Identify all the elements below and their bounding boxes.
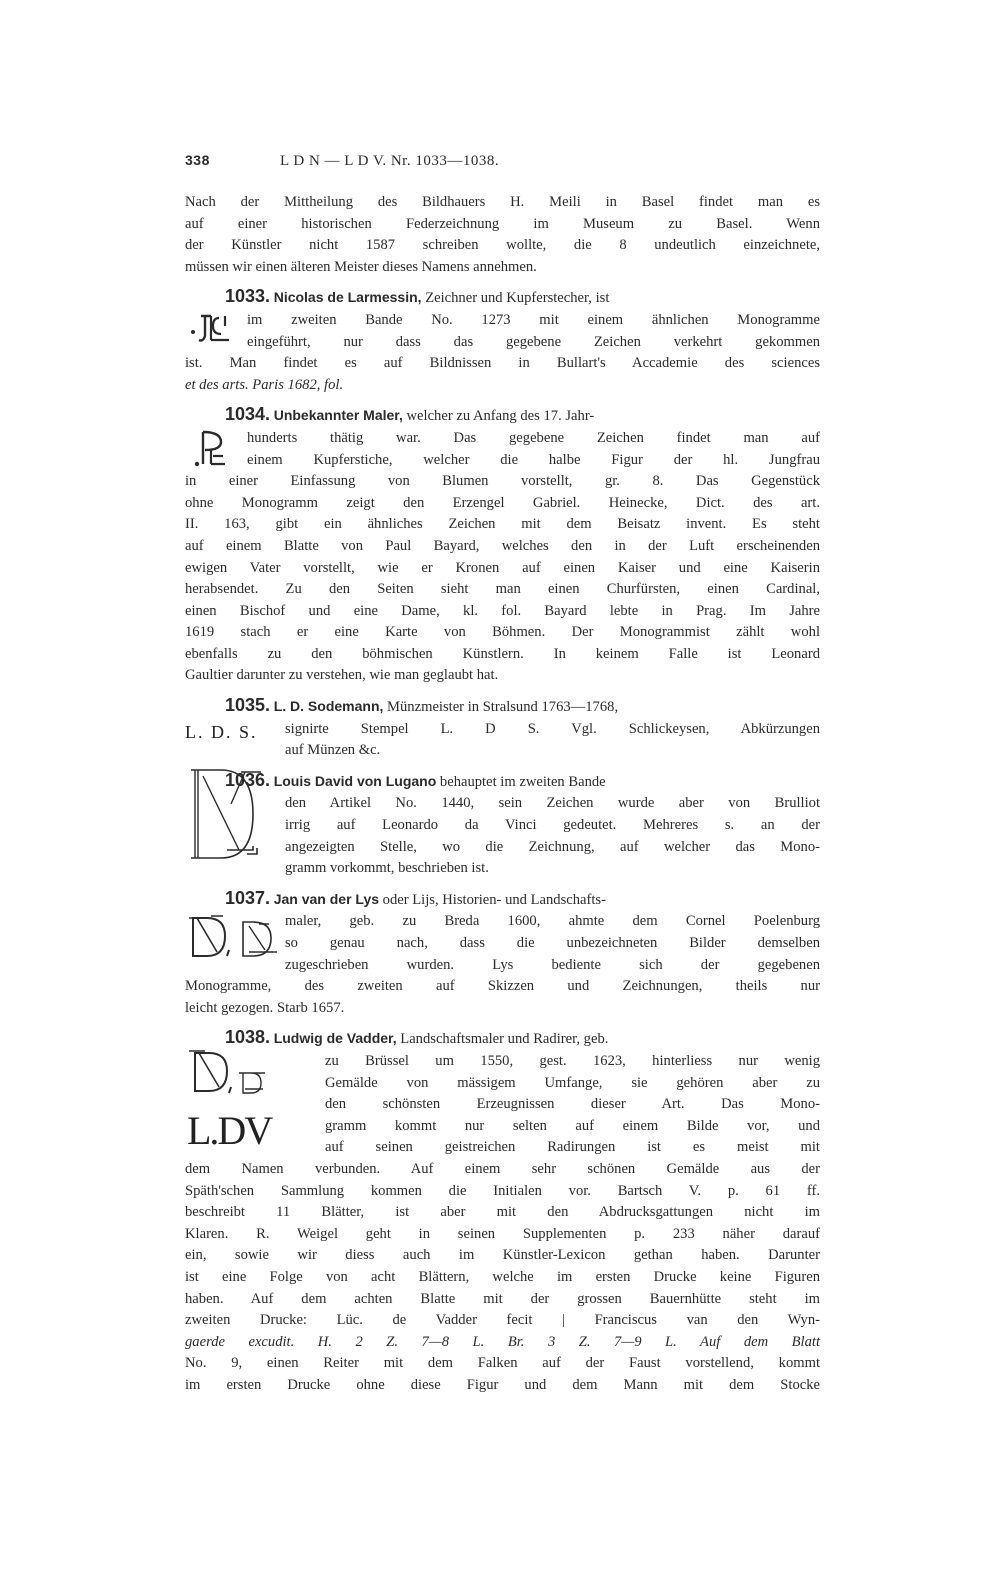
text-line: auf einer historischen Federzeichnung im Museum zu Basel. Wenn [185,215,820,232]
monogram-1033 [189,310,241,344]
text-line: so genau nach, dass die unbezeichneten Bilder demselben [285,935,820,951]
text-line: auf Münzen &c. [285,742,381,759]
text-line: Monogramme, des zweiten auf Skizzen und Zeichnungen, theils nur [185,978,820,995]
monogram-ldv-text: L.DV [187,1108,272,1154]
text-line: gaerde excudit. H. 2 Z. 7—8 L. Br. 3 Z. 7—9 L. Auf dem Blatt [185,1333,820,1350]
entry-1035 [185,695,820,762]
page-body [185,192,820,1404]
entry-heading [225,770,820,794]
entry-1036 [185,770,820,880]
text-line: auf seinen geistreichen Radirungen ist es meist mit [325,1139,820,1156]
entry-number: 1035. [225,695,271,716]
text-line: Nach der Mittheilung des Bildhauers H. Meili in Basel findet man es [185,194,820,210]
entry-heading [225,404,820,428]
text-line: gramm vorkommt, beschrieben ist. [285,860,489,877]
text-line: leicht gezogen. Starb 1657. [185,999,345,1016]
text-line: einem Kupferstiche, welcher die halbe Figur der hl. Jungfrau [247,451,820,468]
monogram-1036 [187,764,273,864]
intro-paragraph [185,192,820,278]
artist-name: L. D. Sodemann, [273,698,384,715]
text-line: den Artikel No. 1440, sein Zeichen wurde aber von Brulliot [285,795,820,812]
entry-first-line: welcher zu Anfang des 17. Jahr- [402,408,595,425]
entry-heading [225,888,820,912]
entry-first-line: oder Lijs, Historien- und Landschafts- [379,891,606,908]
entry-heading [225,1027,820,1051]
monogram-1037 [187,912,285,962]
text-line: et des arts. Paris 1682, fol. [185,376,344,393]
entry-number: 1038. [225,1027,271,1048]
text-line: zweiten Drucke: Lüc. de Vadder fecit | Franciscus van den Wyn- [185,1312,820,1329]
entry-number: 1033. [225,286,271,307]
text-line: im zweiten Bande No. 1273 mit einem ähnlichen Monogramme [247,311,820,328]
text-line: signirte Stempel L. D S. Vgl. Schlickeysen, Abkürzungen [285,720,820,737]
text-line: den schönsten Erzeugnissen dieser Art. Das Mono- [325,1096,820,1113]
entry-heading [225,286,820,310]
text-line: ohne Monogramm zeigt den Erzengel Gabriel. Heinecke, Dict. des art. [185,494,820,511]
text-line: einen Bischof und eine Dame, kl. fol. Bayard lebte in Prag. Im Jahre [185,602,820,619]
text-line: gramm kommt nur selten auf einem Bilde vor, und [325,1117,820,1134]
text-line: ein, sowie wir diess auch im Künstler-Lexicon gethan haben. Darunter [185,1247,820,1264]
artist-name: Nicolas de Larmessin, [273,289,422,306]
text-line: Gemälde von mässigem Umfange, sie gehören aber zu [325,1074,820,1091]
text-line: hunderts thätig war. Das gegebene Zeichen findet man auf [247,429,820,446]
page-header [185,152,820,176]
text-line: müssen wir einen älteren Meister dieses Namens annehmen. [185,258,537,275]
entry-first-line: behauptet im zweiten Bande [436,773,606,790]
text-line: No. 9, einen Reiter mit dem Falken auf der Faust vorstellend, kommt [185,1355,820,1372]
entry-1033 [185,286,820,396]
entry-1037 [185,888,820,1020]
monogram-1038-b [187,1108,272,1154]
text-line: zugeschrieben wurden. Lys bediente sich der gegebenen [285,956,820,973]
text-line: eingeführt, nur dass das gegebene Zeichen verkehrt gekommen [247,333,820,350]
entry-number: 1036. [225,769,271,790]
entry-heading [225,695,820,719]
text-line: der Künstler nicht 1587 schreiben wollte, die 8 undeutlich einzeichnete, [185,237,820,254]
text-line: herabsendet. Zu den Seiten sieht man einen Churfürsten, einen Cardinal, [185,581,820,598]
text-line: auf einem Blatte von Paul Bayard, welches den in der Luft erscheinenden [185,537,820,554]
text-line: 1619 stach er eine Karte von Böhmen. Der Monogrammist zählt wohl [185,624,820,641]
text-line: haben. Auf dem achten Blatte mit der grossen Bauernhütte steht im [185,1290,820,1307]
text-line: ist eine Folge von acht Blättern, welche im ersten Drucke keine Figuren [185,1268,820,1285]
text-line: ist. Man findet es auf Bildnissen in Bullart's Accademie des sciences [185,355,820,372]
entry-number: 1034. [225,404,271,425]
artist-name: Jan van der Lys [273,890,380,907]
text-line: im ersten Drucke ohne diese Figur und dem Mann mit dem Stocke [185,1376,820,1393]
entry-1038 [185,1027,820,1396]
entry-number: 1037. [225,887,271,908]
entry-1034 [185,404,820,687]
text-line: beschreibt 11 Blätter, ist aber mit den Abdrucksgattungen nicht im [185,1204,820,1221]
entry-first-line: Landschaftsmaler und Radirer, geb. [396,1031,609,1048]
text-line: II. 163, gibt ein ähnliches Zeichen mit dem Beisatz invent. Es steht [185,516,820,533]
text-line: Gaultier darunter zu verstehen, wie man geglaubt hat. [185,667,499,684]
monogram-1034 [191,428,237,472]
text-line: maler, geb. zu Breda 1600, ahmte dem Cornel Poelenburg [285,913,820,930]
artist-name: Louis David von Lugano [273,772,437,789]
text-line: in einer Einfassung von Blumen vorstellt, gr. 8. Das Gegenstück [185,473,820,490]
artist-name: Unbekannter Maler, [273,407,403,424]
page-number: 338 [185,152,210,168]
monogram-1038-a [187,1045,287,1099]
entry-first-line: Münzmeister in Stralsund 1763—1768, [383,699,619,716]
text-line: Klaren. R. Weigel geht in seinen Supplementen p. 233 näher darauf [185,1225,820,1242]
entry-first-line: Zeichner und Kupferstecher, ist [421,290,610,307]
text-line: dem Namen verbunden. Auf einem sehr schönen Gemälde aus der [185,1160,820,1177]
text-line: ewigen Vater vorstellt, wie er Kronen auf einen Kaiser und eine Kaiserin [185,559,820,576]
artist-name: Ludwig de Vadder, [273,1030,397,1047]
text-line: Späth'schen Sammlung kommen die Initialen vor. Bartsch V. p. 61 ff. [185,1182,820,1199]
text-line: angezeigten Stelle, wo die Zeichnung, auf welcher das Mono- [285,838,820,855]
text-line: irrig auf Leonardo da Vinci gedeutet. Mehreres s. an der [285,817,820,834]
text-line: ebenfalls zu den böhmischen Künstlern. In keinem Falle ist Leonard [185,645,820,662]
text-line: zu Brüssel um 1550, gest. 1623, hinterliess nur wenig [325,1052,820,1069]
running-head: L D N — L D V. Nr. 1033—1038. [280,153,500,169]
monogram-1035: L. D. S. [185,722,258,743]
